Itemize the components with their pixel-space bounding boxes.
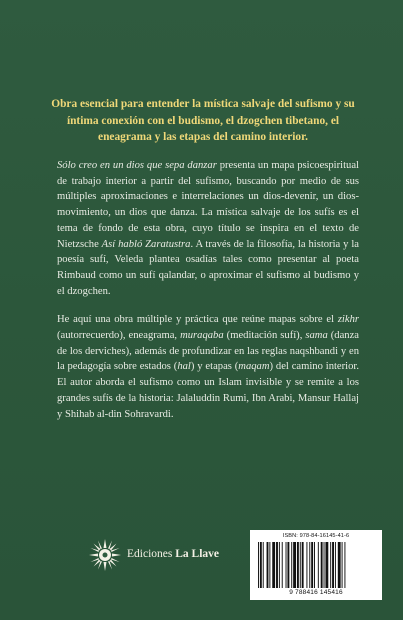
barcode-digits: 9 788416 145416	[289, 589, 343, 596]
paragraph-2-text-2: (autorrecuerdo), eneagrama,	[57, 330, 181, 342]
headline: Obra esencial para entender la mística salvaje del sufismo y su íntima conexión con el budismo, el dzogchen tibetano, el eneagrama y las etapas del camino interior.	[51, 98, 355, 143]
paragraph-2-text-6: ) del camino interior. El autor aborda el sufismo como un Islam invisible y se remite a los grandes sufís de la historia: Jalaluddin Rumi, Ibn Arabi, Mansur Hallaj y Shihab al-din Sohravardi.	[57, 361, 359, 420]
publisher-brand: La Llave	[175, 548, 219, 560]
barcode-panel	[250, 530, 382, 600]
paragraph-2-text-3: (meditación sufí),	[223, 330, 306, 342]
nietzsche-title-italic: Así habló Zaratustra	[101, 238, 191, 250]
publisher-prefix: Ediciones	[127, 548, 176, 560]
isbn-label: ISBN: 978-84-16145-41-6	[282, 533, 350, 539]
term-sama: sama	[305, 330, 328, 342]
term-hal: hal	[177, 361, 191, 373]
description	[57, 158, 359, 435]
term-muraqaba: muraqaba	[180, 330, 224, 342]
publisher-logo-icon	[88, 538, 122, 572]
publisher-name	[127, 548, 219, 560]
paragraph-1-text-b: . A través de la filosofía, la historia y la poesía sufí, Veleda plantea osadías tales como presentar al poeta Rimbaud como un sufí qalandar, o aproximar el sufismo al budismo y el dzogchen.	[57, 238, 359, 297]
paragraph-2-text-5: ) y etapas (	[190, 361, 239, 373]
paragraph-2	[57, 312, 359, 422]
paragraph-2-text-4: (danza de los derviches), además de profundizar en las reglas naqshbandi y en la pedagogía sobre estados (	[57, 330, 359, 373]
term-maqam: maqam	[238, 361, 270, 373]
barcode-icon	[256, 542, 376, 588]
term-zikhr: zikhr	[337, 314, 359, 326]
paragraph-2-text-1: He aquí una obra múltiple y práctica que reúne mapas sobre el	[57, 314, 338, 326]
book-title-italic: Sólo creo en un dios que sepa danzar	[57, 160, 217, 171]
paragraph-1-text-a: presenta un mapa psicoespiritual de trabajo interior a partir del sufismo, buscando por medio de sus múltiples aproximaciones e interrelaciones un dios-devenir, un dios-movimiento, un dios que danza. La mística salvaje de los sufís es el tema de fondo de esta obra, cuyo título se inspira en el texto de Nietzsche	[57, 160, 359, 250]
paragraph-1	[57, 158, 359, 299]
